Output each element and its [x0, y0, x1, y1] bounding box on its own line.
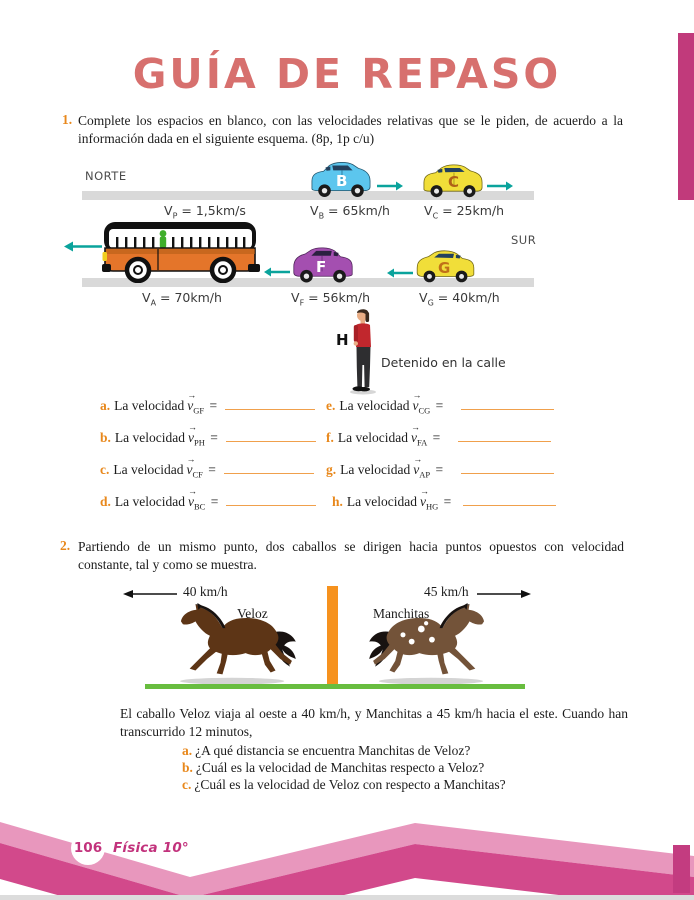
answer-blank [226, 430, 316, 442]
arrow-right-icon [487, 179, 513, 197]
question-a: a. ¿A qué distancia se encuentra Manchitas de Veloz? [182, 743, 471, 758]
velocity-label-g: $V_G = 40km/h$ [419, 290, 500, 308]
arrow-left-icon [123, 587, 177, 605]
car-b-letter: B [336, 172, 348, 190]
velocity-label-f: $V_F = 56km/h$ [291, 290, 371, 308]
car-g-letter: G [438, 259, 451, 277]
bus-icon [102, 219, 260, 288]
answer-blank [224, 462, 314, 474]
velocity-label-p: $V_P = 1,5km/s$ [164, 203, 246, 221]
question-b: b. ¿Cuál es la velocidad de Manchitas respecto a Veloz? [182, 760, 485, 775]
subject-label: Física 10° [113, 840, 189, 856]
horse-manchitas-icon [366, 603, 494, 690]
fill-blank-item-g: g. La velocidad v → $_{AP}$ = [326, 462, 554, 480]
south-label: SUR [511, 233, 537, 247]
question-c: c. ¿Cuál es la velocidad de Veloz con respecto a Manchitas? [182, 777, 506, 792]
right-speed-label: 45 km/h [424, 584, 469, 599]
answer-blank [225, 398, 315, 410]
page-number: 106 [73, 840, 103, 856]
fill-blank-item-h: h. La velocidad v → $_{HG}$ = [332, 494, 556, 512]
fill-blank-item-c: c. La velocidad v → $_{CF}$ = [100, 462, 314, 480]
car-c-letter: C [448, 173, 460, 191]
fill-blank-item-d: d. La velocidad v → $_{BC}$ = [100, 494, 316, 512]
start-pole [327, 586, 338, 688]
person-caption: Detenido en la calle [381, 355, 506, 370]
car-f-letter: F [316, 258, 327, 276]
velocity-label-b: $V_B = 65km/h$ [310, 203, 390, 221]
problem2-statement: Partiendo de un mismo punto, dos caballos se dirigen hacia puntos opuestos con velocidad constante, tal y como se muestra. [78, 539, 624, 572]
fill-blank-item-a: a. La velocidad v → $_{GF}$ = [100, 398, 315, 416]
answer-blank [226, 494, 316, 506]
velocity-label-a: $V_A = 70km/h$ [142, 290, 222, 308]
answer-blank [458, 430, 551, 442]
arrow-right-icon [377, 179, 403, 197]
fill-blank-item-b: b. La velocidad v → $_{PH}$ = [100, 430, 316, 448]
right-horse-name: Manchitas [373, 606, 430, 621]
problem2-body: El caballo Veloz viaja al oeste a 40 km/h, y Manchitas a 45 km/h hacia el este. Cuando han transcurrido 12 minutos, [120, 706, 628, 739]
person-h-label: H [336, 331, 349, 349]
answer-blank [463, 494, 556, 506]
pedestrian-icon [349, 307, 379, 400]
problem1-number: 1. [62, 112, 73, 127]
arrow-left-icon [387, 266, 413, 284]
fill-blank-item-f: f. La velocidad v → $_{FA}$ = [326, 430, 551, 448]
velocity-label-c: $V_C = 25km/h$ [424, 203, 505, 221]
horse-veloz-icon [171, 603, 299, 690]
left-speed-label: 40 km/h [183, 584, 228, 599]
answer-blank [461, 462, 554, 474]
ground-line [145, 684, 525, 689]
page-title: GUÍA DE REPASO [132, 50, 562, 98]
north-label: NORTE [85, 169, 127, 183]
arrow-left-icon [64, 240, 102, 258]
left-horse-name: Veloz [237, 606, 268, 621]
fill-blank-item-e: e. La velocidad v → $_{CG}$ = [326, 398, 554, 416]
arrow-left-icon [264, 265, 290, 283]
problem2-number: 2. [60, 538, 71, 553]
footer-ribbon [0, 818, 694, 900]
problem1-statement: Complete los espacios en blanco, con las velocidades relativas que se le piden, de acuerdo a la información dada en el siguiente esquema. (8p, 1p c/u) [78, 113, 623, 146]
answer-blank [461, 398, 554, 410]
